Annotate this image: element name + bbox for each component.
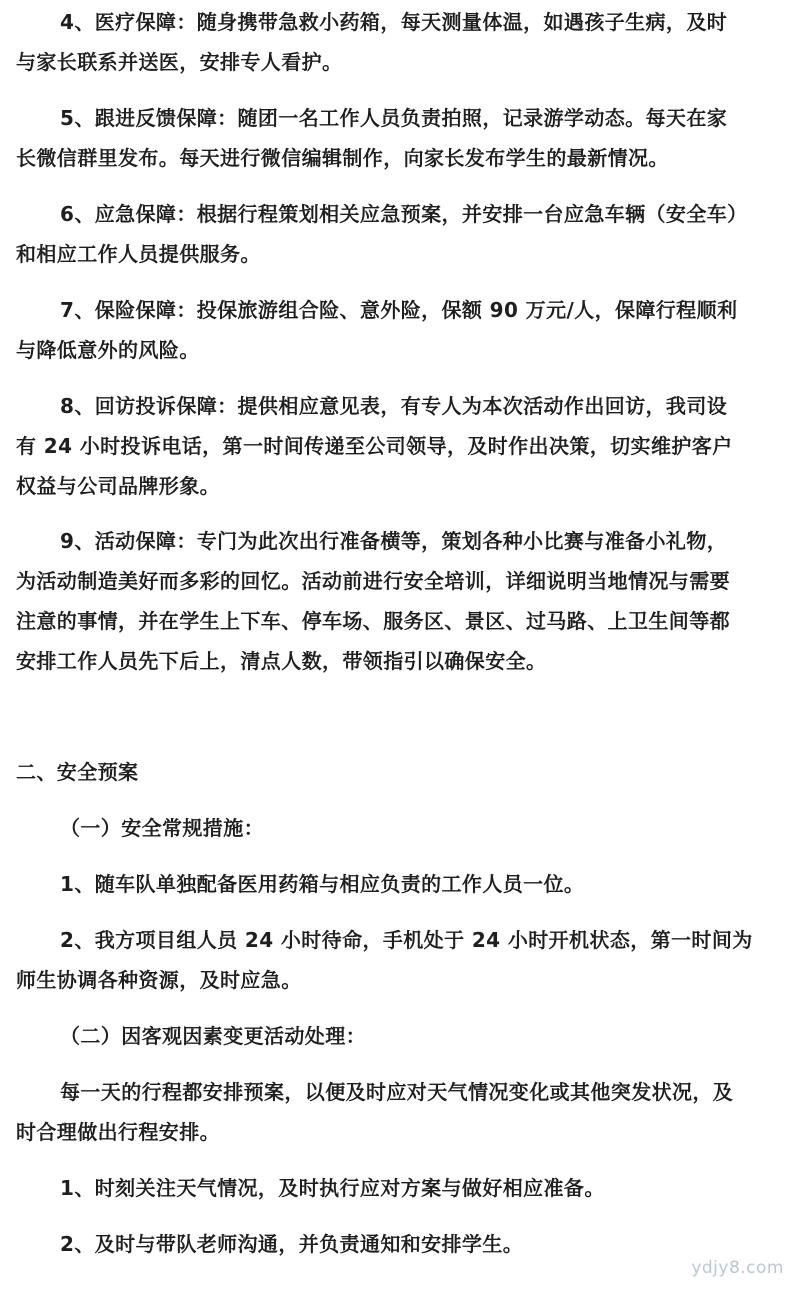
- paragraph-line: 9、活动保障：专门为此次出行准备横等，策划各种小比赛与准备小礼物，: [60, 529, 728, 553]
- paragraph-line: 2、及时与带队老师沟通，并负责通知和安排学生。: [60, 1232, 524, 1256]
- paragraph-line: 注意的事情，并在学生上下车、停车场、服务区、景区、过马路、上卫生间等都: [16, 609, 730, 633]
- subsection-heading: （二）因客观因素变更活动处理：: [60, 1024, 366, 1048]
- paragraph-line: 6、应急保障：根据行程策划相关应急预案，并安排一台应急车辆（安全车）: [60, 202, 748, 226]
- paragraph-line: 有 24 小时投诉电话，第一时间传递至公司领导，及时作出决策，切实维护客户: [16, 434, 733, 458]
- paragraph-line: 4、医疗保障：随身携带急救小药箱，每天测量体温，如遇孩子生病，及时: [60, 10, 728, 34]
- subsection-heading: （一）安全常规措施：: [60, 816, 264, 840]
- section-heading: 二、安全预案: [16, 760, 139, 784]
- paragraph-line: 与降低意外的风险。: [16, 338, 200, 362]
- paragraph-line: 安排工作人员先下后上，清点人数，带领指引以确保安全。: [16, 649, 547, 673]
- paragraph-line: 长微信群里发布。每天进行微信编辑制作，向家长发布学生的最新情况。: [16, 146, 669, 170]
- watermark-text: ydjy8.com: [691, 1258, 784, 1278]
- paragraph-line: 权益与公司品牌形象。: [16, 474, 220, 498]
- paragraph-line: 2、我方项目组人员 24 小时待命，手机处于 24 小时开机状态，第一时间为: [60, 928, 753, 952]
- paragraph-line: 7、保险保障：投保旅游组合险、意外险，保额 90 万元/人，保障行程顺利: [60, 298, 738, 322]
- paragraph-line: 1、随车队单独配备医用药箱与相应负责的工作人员一位。: [60, 872, 585, 896]
- paragraph-line: 时合理做出行程安排。: [16, 1120, 220, 1144]
- paragraph-line: 1、时刻关注天气情况，及时执行应对方案与做好相应准备。: [60, 1176, 605, 1200]
- paragraph-line: 每一天的行程都安排预案，以便及时应对天气情况变化或其他突发状况，及: [60, 1080, 734, 1104]
- paragraph-line: 8、回访投诉保障：提供相应意见表，有专人为本次活动作出回访，我司设: [60, 394, 728, 418]
- paragraph-line: 与家长联系并送医，安排专人看护。: [16, 50, 343, 74]
- paragraph-line: 和相应工作人员提供服务。: [16, 242, 261, 266]
- paragraph-line: 师生协调各种资源，及时应急。: [16, 968, 302, 992]
- paragraph-line: 5、跟进反馈保障：随团一名工作人员负责拍照，记录游学动态。每天在家: [60, 106, 728, 130]
- paragraph-line: 为活动制造美好而多彩的回忆。活动前进行安全培训，详细说明当地情况与需要: [16, 569, 730, 593]
